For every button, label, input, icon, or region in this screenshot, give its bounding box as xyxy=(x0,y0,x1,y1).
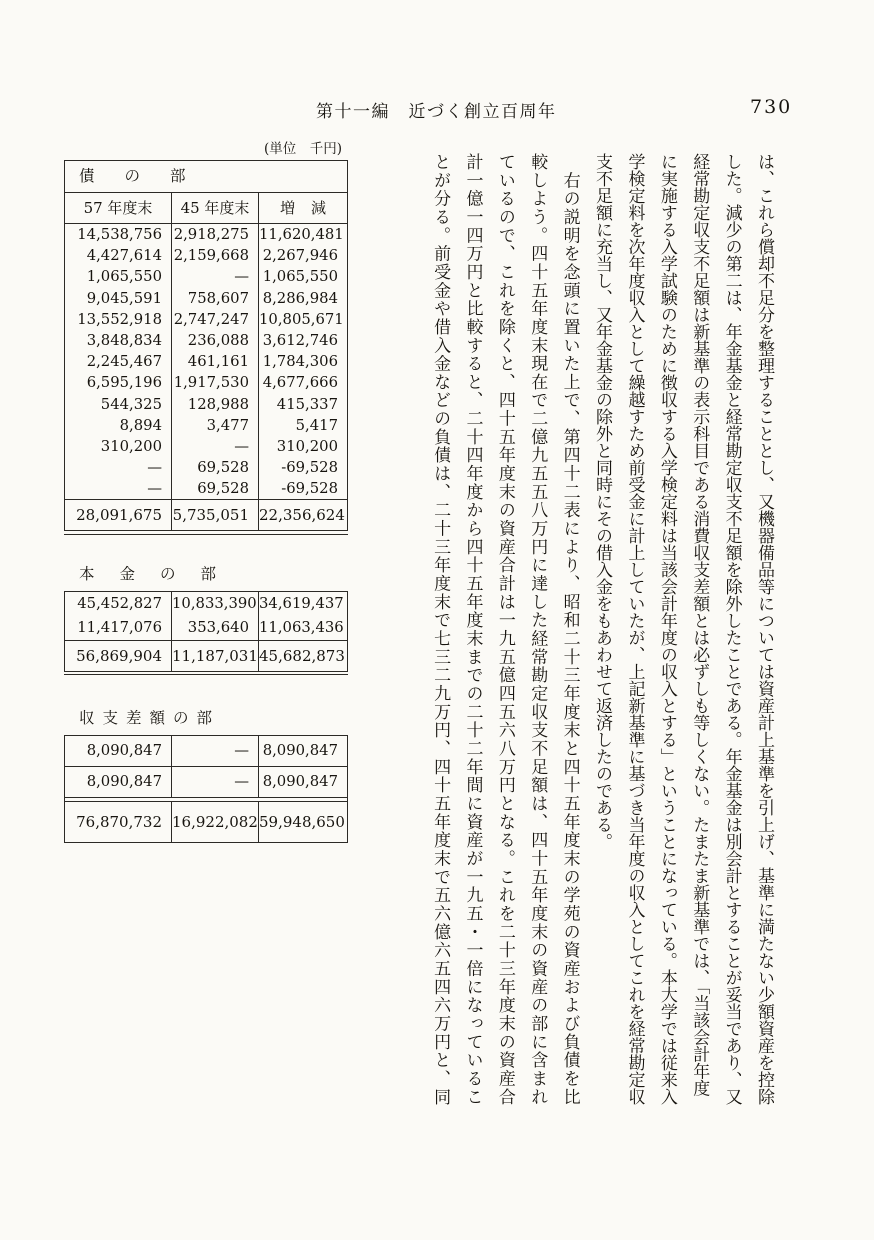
table-cell: 8,090,847 xyxy=(86,742,162,760)
table-row xyxy=(65,766,347,797)
grand-total-row xyxy=(65,802,347,842)
table-row xyxy=(65,616,347,640)
liabilities-rows xyxy=(65,224,347,499)
column-header-fy57: 57 年度末 xyxy=(83,199,153,217)
total-cell: 22,356,624 xyxy=(258,500,354,530)
table-cell: 415,337 xyxy=(258,394,347,415)
table-cell: 14,538,756 xyxy=(77,226,162,243)
table-row xyxy=(65,415,347,436)
table-cell: 3,612,746 xyxy=(258,330,347,351)
table-row xyxy=(65,224,347,245)
section-liabilities xyxy=(64,160,348,531)
liabilities-total-row xyxy=(65,499,347,530)
total-cell: 45,682,873 xyxy=(258,641,354,671)
table-cell: 1,917,530 xyxy=(171,372,258,393)
table-row xyxy=(65,351,347,372)
table-cell: 3,848,834 xyxy=(86,331,162,349)
section-title-liabilities: 債の部 xyxy=(65,161,347,193)
table-cell: 544,325 xyxy=(100,395,162,413)
body-text xyxy=(408,153,780,1115)
table-cell: 11,063,436 xyxy=(258,616,353,640)
table-cell: 2,159,668 xyxy=(171,245,258,266)
principal-total-row xyxy=(65,640,347,671)
table-row xyxy=(65,245,347,266)
table-cell: 1,065,550 xyxy=(86,268,162,286)
table-cell: 758,607 xyxy=(171,288,258,309)
table-cell: 1,065,550 xyxy=(258,266,347,287)
table-row xyxy=(65,436,347,457)
table-cell: 13,552,918 xyxy=(77,310,162,328)
text-column: 支不足額に充当し、又年金基金の除外と同時にその借入金をもあわせて返済したのである。 xyxy=(592,153,613,850)
table-row xyxy=(65,457,347,478)
table-cell: 2,267,946 xyxy=(258,245,347,266)
page-number: 730 xyxy=(750,96,793,118)
column-header-fy45: 45 年度末 xyxy=(171,193,258,223)
total-cell: 59,948,650 xyxy=(258,802,354,842)
text-column: に実施する入学試験のために徴収する入学検定料は当該会計年度の収入とする」ということになっている。本大学では従来入 xyxy=(656,153,677,1105)
total-cell: 28,091,675 xyxy=(76,506,162,525)
text-column: ているので、これを除くと、四十五年度末の資産合計は一九五億四五六八万円となる。これを二十三年度末の資産合 xyxy=(494,153,515,1107)
table-cell: 10,805,671 xyxy=(258,309,353,330)
table-cell: 2,747,247 xyxy=(171,309,258,330)
table-row xyxy=(65,309,347,330)
table-row xyxy=(65,592,347,616)
table-cell: 2,245,467 xyxy=(86,353,162,371)
table-cell: 310,200 xyxy=(258,436,347,457)
table-cell: -69,528 xyxy=(258,457,347,478)
table-cell: 8,894 xyxy=(119,416,162,434)
table-cell: 4,677,666 xyxy=(258,372,347,393)
table-cell: 4,427,614 xyxy=(86,247,162,265)
column-header-row xyxy=(65,193,347,224)
text-column: 計一億一四万円と比較すると、二十四年度から四十五年度末までの二十二年間に資産が一九五・一倍になっているこ xyxy=(462,153,483,1107)
table-cell: 69,528 xyxy=(171,478,258,499)
table-cell: — xyxy=(171,736,258,766)
table-cell: -69,528 xyxy=(258,478,347,499)
text-column: 経常勘定収支不足額は新基準の表示科目である消費収支差額とは必ずしも等しくない。たまたま新基準では、「当該会計年度 xyxy=(689,153,710,1097)
total-cell: 16,922,082 xyxy=(171,802,258,842)
balance-rows xyxy=(65,736,347,797)
table-row xyxy=(65,330,347,351)
table-row xyxy=(65,288,347,309)
table-cell: 69,528 xyxy=(171,457,258,478)
text-column: した。減少の第二は、年金基金と経常勘定収支不足額を除外したことである。年金基金は別会計とすることが妥当であり、又 xyxy=(721,153,742,1105)
table-row xyxy=(65,394,347,415)
table-cell: 353,640 xyxy=(171,616,258,640)
text-column: 較しよう。四十五年度末現在で二億九五五八万円に達した経常勘定収支不足額は、四十五年度末の資産の部に含まれ xyxy=(527,153,548,1107)
table-cell: 8,090,847 xyxy=(258,767,347,797)
text-column: 右の説明を念頭に置いた上で、第四十二表により、昭和二十三年度末と四十五年度末の学苑の資産および負債を比 xyxy=(559,153,580,1107)
unit-label: (単位 千円) xyxy=(263,141,342,157)
double-rule xyxy=(64,672,348,676)
section-title-balance: 収支差額の部 xyxy=(79,709,221,728)
table-cell: 3,477 xyxy=(171,415,258,436)
total-cell: 76,870,732 xyxy=(76,812,162,831)
table-cell: 1,784,306 xyxy=(258,351,347,372)
table-cell: — xyxy=(171,767,258,797)
table-cell: 2,918,275 xyxy=(171,224,258,245)
text-column: 学検定料を次年度収入として繰越すため前受金に計上していたが、上記新基準に基づき当年度の収入としてこれを経常勘定収 xyxy=(624,153,645,1105)
table-row xyxy=(65,736,347,766)
table-row xyxy=(65,478,347,499)
table-cell: 34,619,437 xyxy=(258,592,353,616)
total-cell: 11,187,031 xyxy=(171,641,258,671)
table-cell: — xyxy=(171,436,258,457)
table-cell: 6,595,196 xyxy=(86,374,162,392)
table-row xyxy=(65,372,347,393)
table-cell: 11,620,481 xyxy=(258,224,353,245)
balance-sheet-table xyxy=(64,160,348,843)
table-cell: 10,833,390 xyxy=(171,592,258,616)
table-cell: 461,161 xyxy=(171,351,258,372)
table-cell: — xyxy=(171,266,258,287)
table-cell: 8,090,847 xyxy=(258,736,347,766)
principal-rows xyxy=(65,592,347,640)
total-cell: 56,869,904 xyxy=(76,646,162,665)
section-title-principal: 本金の部 xyxy=(79,564,242,583)
table-cell: 5,417 xyxy=(258,415,347,436)
section-balance xyxy=(64,735,348,843)
text-column: は、これら償却不足分を整理することとし、又機器備品等については資産計上基準を引上げ、基準に満たない少額資産を控除 xyxy=(754,153,774,1105)
table-cell: — xyxy=(147,480,162,498)
chapter-heading: 第十一編 近づく創立百周年 xyxy=(316,102,557,122)
table-cell: 8,090,847 xyxy=(86,773,162,791)
table-cell: 9,045,591 xyxy=(86,289,162,307)
section-principal xyxy=(64,591,348,672)
text-column: とが分る。前受金や借入金などの負債は、二十三年度末で七三二九万円、四十五年度末で五六億六五四六万円と、同 xyxy=(430,153,451,1107)
table-cell: 236,088 xyxy=(171,330,258,351)
table-row xyxy=(65,266,347,287)
table-cell: 8,286,984 xyxy=(258,288,347,309)
table-cell: 310,200 xyxy=(100,437,162,455)
column-header-change: 増減 xyxy=(258,193,347,223)
double-rule xyxy=(64,531,348,535)
table-cell: 45,452,827 xyxy=(77,594,162,612)
table-cell: 11,417,076 xyxy=(77,618,162,636)
table-cell: 128,988 xyxy=(171,394,258,415)
total-cell: 5,735,051 xyxy=(171,500,258,530)
table-cell: — xyxy=(147,459,162,477)
